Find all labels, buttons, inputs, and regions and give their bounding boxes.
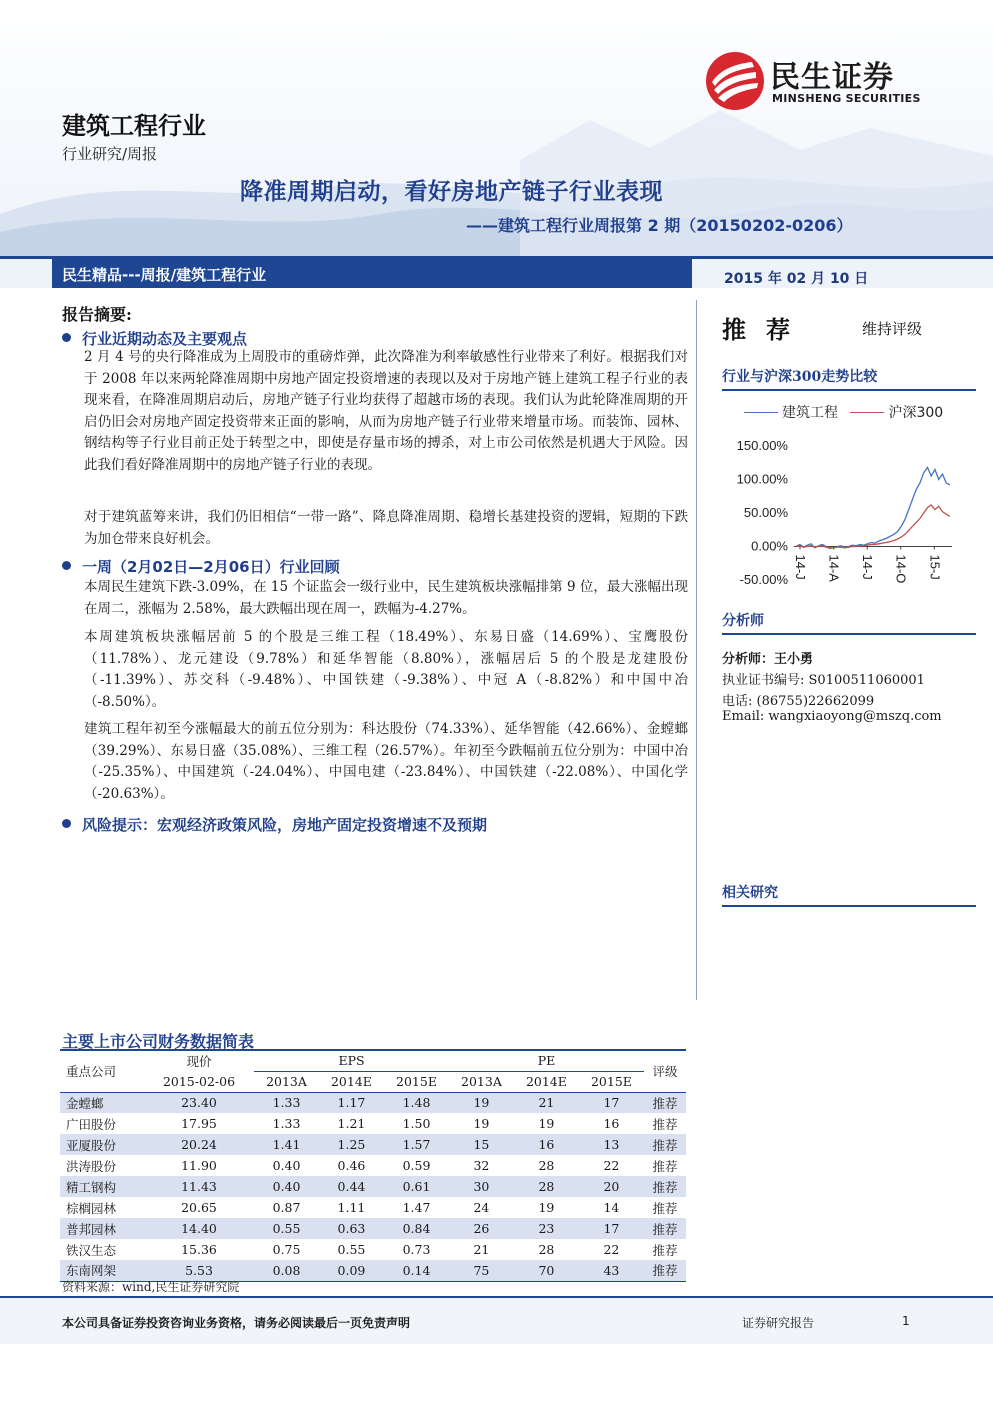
table-cell: 1.50 <box>402 1116 431 1131</box>
table-cell: 1.33 <box>272 1095 301 1111</box>
table-cell: 精工钢构 <box>66 1179 117 1195</box>
section-heading-outlook: 行业近期动态及主要观点 <box>62 328 247 349</box>
table-cell: 0.75 <box>272 1242 301 1257</box>
table-row <box>60 1176 686 1197</box>
table-row <box>60 1155 686 1176</box>
col-pe: PE <box>449 1050 644 1071</box>
col-rating: 评级 <box>644 1050 686 1092</box>
table-cell: 15.36 <box>181 1242 217 1257</box>
table-cell: 43 <box>603 1262 620 1278</box>
table-cell: 70 <box>538 1262 555 1278</box>
chart-title: 行业与沪深300走势比较 <box>722 366 976 391</box>
paragraph-review-3: 建筑工程年初至今涨幅最大的前五位分别为：科达股份（74.33%）、延华智能（42.66%）、金螳螂（39.29%）、东易日盛（35.08%）、三维工程（26.57%）。年初至今跌幅前五位分别为：中国中冶（-25.35%）、中国建筑（-24.04%）、中国电建（-23.84%）、中国铁建（-22.08%）、中国化学（-20.63%）。 <box>84 721 688 802</box>
abstract-title: 报告摘要: <box>62 305 132 324</box>
table-cell: 1.11 <box>337 1200 366 1215</box>
column-divider <box>696 300 697 1000</box>
table-cell: 23 <box>538 1221 555 1236</box>
x-tick-label: 14-O <box>893 554 909 584</box>
x-tick-label: 15-J <box>927 554 943 580</box>
table-cell: 0.87 <box>272 1200 301 1215</box>
table-cell: 金螳螂 <box>66 1095 104 1111</box>
col-pe-2013: 2013A <box>449 1071 514 1092</box>
table-cell: 0.08 <box>272 1262 301 1278</box>
table-cell: 14 <box>603 1200 620 1215</box>
table-cell: 30 <box>473 1179 490 1194</box>
table-cell: 洪涛股份 <box>66 1158 117 1174</box>
table-cell: 28 <box>538 1158 555 1173</box>
y-tick-label: 50.00% <box>743 505 788 520</box>
bullet-icon <box>62 333 71 342</box>
table-row <box>60 1197 686 1218</box>
table-cell: 20.24 <box>181 1137 217 1152</box>
table-cell: 23.40 <box>181 1095 217 1111</box>
table-cell: 普邦园林 <box>66 1221 117 1237</box>
analyst-email[interactable]: Email: wangxiaoyong@mszq.com <box>722 709 942 724</box>
table-cell: 22 <box>603 1242 620 1257</box>
section-heading-review: 一周（2月02日—2月06日）行业回顾 <box>62 556 340 577</box>
table-cell: 17 <box>603 1221 620 1236</box>
table-cell: 1.48 <box>402 1095 431 1111</box>
table-cell: 0.46 <box>337 1158 366 1173</box>
table-cell: 0.73 <box>402 1242 431 1257</box>
brand-logo <box>704 50 944 112</box>
footer-label: 证券研究报告 <box>742 1316 815 1330</box>
table-row <box>60 1113 686 1134</box>
legend-line-1 <box>744 412 778 413</box>
industry-name: 建筑工程行业 <box>62 112 206 140</box>
report-subtitle: ——建筑工程行业周报第 2 期（20150202-0206） <box>466 216 853 235</box>
table-cell: 22 <box>603 1158 620 1173</box>
table-cell: 推荐 <box>652 1221 678 1237</box>
col-eps-2014: 2014E <box>319 1071 384 1092</box>
paragraph-review-2: 本周建筑板块涨幅居前 5 的个股是三维工程（18.49%）、东易日盛（14.69%）、宝鹰股份（11.78%）、龙元建设（9.78%）和延华智能（8.80%），涨幅居后 5 的个股是龙建股份（-11.39%）、苏交科（-9.48%）、中国铁建（-9.38%）、中冠 A（-8.82%）和中国中冶（-8.50%）。 <box>84 629 688 710</box>
col-pe-2014: 2014E <box>514 1071 579 1092</box>
table-cell: 0.09 <box>337 1262 366 1278</box>
bullet-icon <box>62 561 71 570</box>
trend-chart <box>716 430 976 600</box>
col-price-date: 2015-02-06 <box>144 1071 254 1092</box>
table-cell: 1.21 <box>337 1116 366 1131</box>
table-cell: 19 <box>473 1116 490 1131</box>
table-cell: 28 <box>538 1179 555 1194</box>
table-cell: 0.55 <box>337 1242 366 1257</box>
table-cell: 11.43 <box>181 1179 217 1194</box>
table-cell: 推荐 <box>652 1116 678 1132</box>
table-cell: 棕榈园林 <box>66 1200 117 1216</box>
table-title: 主要上市公司财务数据简表 <box>62 1032 255 1051</box>
band-series-block <box>52 259 692 288</box>
table-cell: 20.65 <box>181 1200 217 1215</box>
table-cell: 0.44 <box>337 1179 366 1194</box>
table-row <box>60 1239 686 1260</box>
col-price-label: 现价 <box>186 1054 212 1069</box>
table-cell: 21 <box>473 1242 490 1257</box>
table-cell: 1.17 <box>337 1095 366 1111</box>
table-cell: 1.33 <box>272 1116 301 1131</box>
header-band <box>0 256 993 288</box>
table-cell: 16 <box>538 1137 555 1152</box>
table-cell: 32 <box>473 1158 490 1173</box>
table-cell: 0.40 <box>272 1158 301 1173</box>
table-row <box>60 1218 686 1239</box>
x-tick-label: 14-J <box>793 554 808 580</box>
paragraph-review-1: 本周民生建筑下跌-3.09%，在 15 个证监会一级行业中，民生建筑板块涨幅排第 9 位，最大涨幅出现在周二，涨幅为 2.58%，最大跌幅出现在周一，跌幅为-4.27%。 <box>84 579 688 617</box>
table-cell: 1.25 <box>337 1137 366 1152</box>
table-cell: 17 <box>603 1095 620 1111</box>
analyst-phone: 电话: (86755)22662099 <box>722 694 875 709</box>
table-row <box>60 1134 686 1155</box>
table-cell: 15 <box>473 1137 490 1152</box>
document-type: 行业研究/周报 <box>62 145 158 163</box>
table-cell: 26 <box>473 1221 490 1236</box>
table-cell: 19 <box>538 1200 555 1215</box>
legend-label-1: 建筑工程 <box>782 405 838 421</box>
table-cell: 0.40 <box>272 1179 301 1194</box>
table-cell: 1.41 <box>272 1137 301 1152</box>
chart-legend <box>744 402 943 422</box>
col-company: 重点公司 <box>60 1050 144 1092</box>
table-cell: 11.90 <box>181 1158 217 1173</box>
y-tick-label: 0.00% <box>751 538 788 554</box>
table-cell: 推荐 <box>652 1158 678 1174</box>
table-cell: 17.95 <box>181 1116 217 1131</box>
logo-mark-icon <box>704 50 766 112</box>
brand-name: 民生证券 <box>770 60 894 95</box>
series-line-2 <box>796 505 950 548</box>
table-cell: 东南网架 <box>66 1263 117 1279</box>
table-cell: 0.55 <box>272 1221 301 1236</box>
table-cell: 推荐 <box>652 1242 678 1258</box>
table-cell: 75 <box>473 1262 490 1278</box>
report-title: 降准周期启动，看好房地产链子行业表现 <box>240 179 663 205</box>
table-cell: 19 <box>538 1116 555 1131</box>
analyst-name: 分析师：王小勇 <box>722 652 814 667</box>
related-research-title: 相关研究 <box>722 882 976 907</box>
table-cell: 21 <box>538 1095 555 1111</box>
page-number: 1 <box>902 1314 910 1328</box>
financial-table-body <box>60 1092 686 1281</box>
paragraph-outlook-2: 对于建筑蓝筹来讲，我们仍旧相信“一带一路”、降息降准周期、稳增长基建投资的逻辑，短期的下跌为加仓带来良好机会。 <box>84 509 688 547</box>
table-cell: 推荐 <box>652 1179 678 1195</box>
table-cell: 28 <box>538 1242 555 1257</box>
table-cell: 13 <box>603 1137 620 1152</box>
bullet-icon <box>62 819 71 828</box>
table-cell: 24 <box>473 1200 490 1215</box>
col-eps-2013: 2013A <box>254 1071 319 1092</box>
y-tick-label: -50.00% <box>739 572 788 587</box>
table-cell: 0.59 <box>402 1158 431 1173</box>
page-footer <box>0 1298 993 1344</box>
col-pe-2015: 2015E <box>579 1071 644 1092</box>
table-cell: 1.47 <box>402 1200 431 1215</box>
table-cell: 亚厦股份 <box>66 1137 117 1153</box>
table-source: 资料来源：wind,民生证券研究院 <box>62 1280 240 1294</box>
legend-line-2 <box>850 412 884 413</box>
table-cell: 推荐 <box>652 1200 678 1216</box>
x-tick-label: 14-J <box>860 554 876 580</box>
table-cell: 推荐 <box>652 1095 678 1111</box>
brand-name-en: MINSHENG SECURITIES <box>772 92 921 105</box>
col-eps: EPS <box>254 1050 449 1071</box>
table-cell: 广田股份 <box>66 1116 117 1132</box>
y-tick-label: 150.00% <box>736 438 788 453</box>
paragraph-outlook-1: 2 月 4 号的央行降准成为上周股市的重磅炸弹，此次降准为利率敏感性行业带来了利好。根据我们对于 2008 年以来两轮降准周期中房地产固定投资增速的表现以及对于房地产链上建筑工程子行业的表现来看，在降准周期启动后，房地产链子行业均获得了超越市场的表现。我们认为此轮降准周期的开启仍旧会对房地产固定投资带来正面的影响，从而为房地产链子行业带来增量市场。而装饰、园林、钢结构等子行业目前正处于转型之中，即使是存量市场的搏杀，对上市公司依然是机遇大于风险。因此我们看好降准周期中的房地产链子行业的表现。 <box>84 349 688 473</box>
rating-label: 推荐 <box>722 316 810 344</box>
table-cell: 14.40 <box>181 1221 217 1236</box>
x-tick-label: 14-A <box>826 554 842 582</box>
legend-label-2: 沪深300 <box>888 405 944 421</box>
table-cell: 推荐 <box>652 1137 678 1153</box>
rating-status: 维持评级 <box>862 320 923 338</box>
table-cell: 20 <box>603 1179 620 1194</box>
footer-disclaimer: 本公司具备证券投资咨询业务资格，请务必阅读最后一页免责声明 <box>62 1316 411 1330</box>
table-cell: 0.61 <box>402 1179 431 1194</box>
table-cell: 0.14 <box>402 1262 431 1278</box>
report-date: 2015 年 02 月 10 日 <box>724 271 869 287</box>
table-cell: 铁汉生态 <box>66 1242 117 1258</box>
table-row <box>60 1092 686 1113</box>
analyst-license: 执业证书编号: S0100511060001 <box>722 673 925 688</box>
analyst-section-title: 分析师 <box>722 610 976 635</box>
table-cell: 推荐 <box>652 1263 678 1279</box>
table-cell: 5.53 <box>185 1262 213 1278</box>
y-tick-label: 100.00% <box>736 471 788 487</box>
section-heading-risk: 风险提示：宏观经济政策风险，房地产固定投资增速不及预期 <box>62 814 487 835</box>
table-cell: 0.84 <box>402 1221 431 1236</box>
table-cell: 16 <box>603 1116 620 1131</box>
col-eps-2015: 2015E <box>384 1071 449 1092</box>
table-cell: 0.63 <box>337 1221 366 1236</box>
table-cell: 19 <box>473 1095 490 1111</box>
financial-table <box>60 1049 686 1282</box>
table-cell: 1.57 <box>402 1137 431 1152</box>
band-series-label: 民生精品---周报/建筑工程行业 <box>62 266 267 284</box>
